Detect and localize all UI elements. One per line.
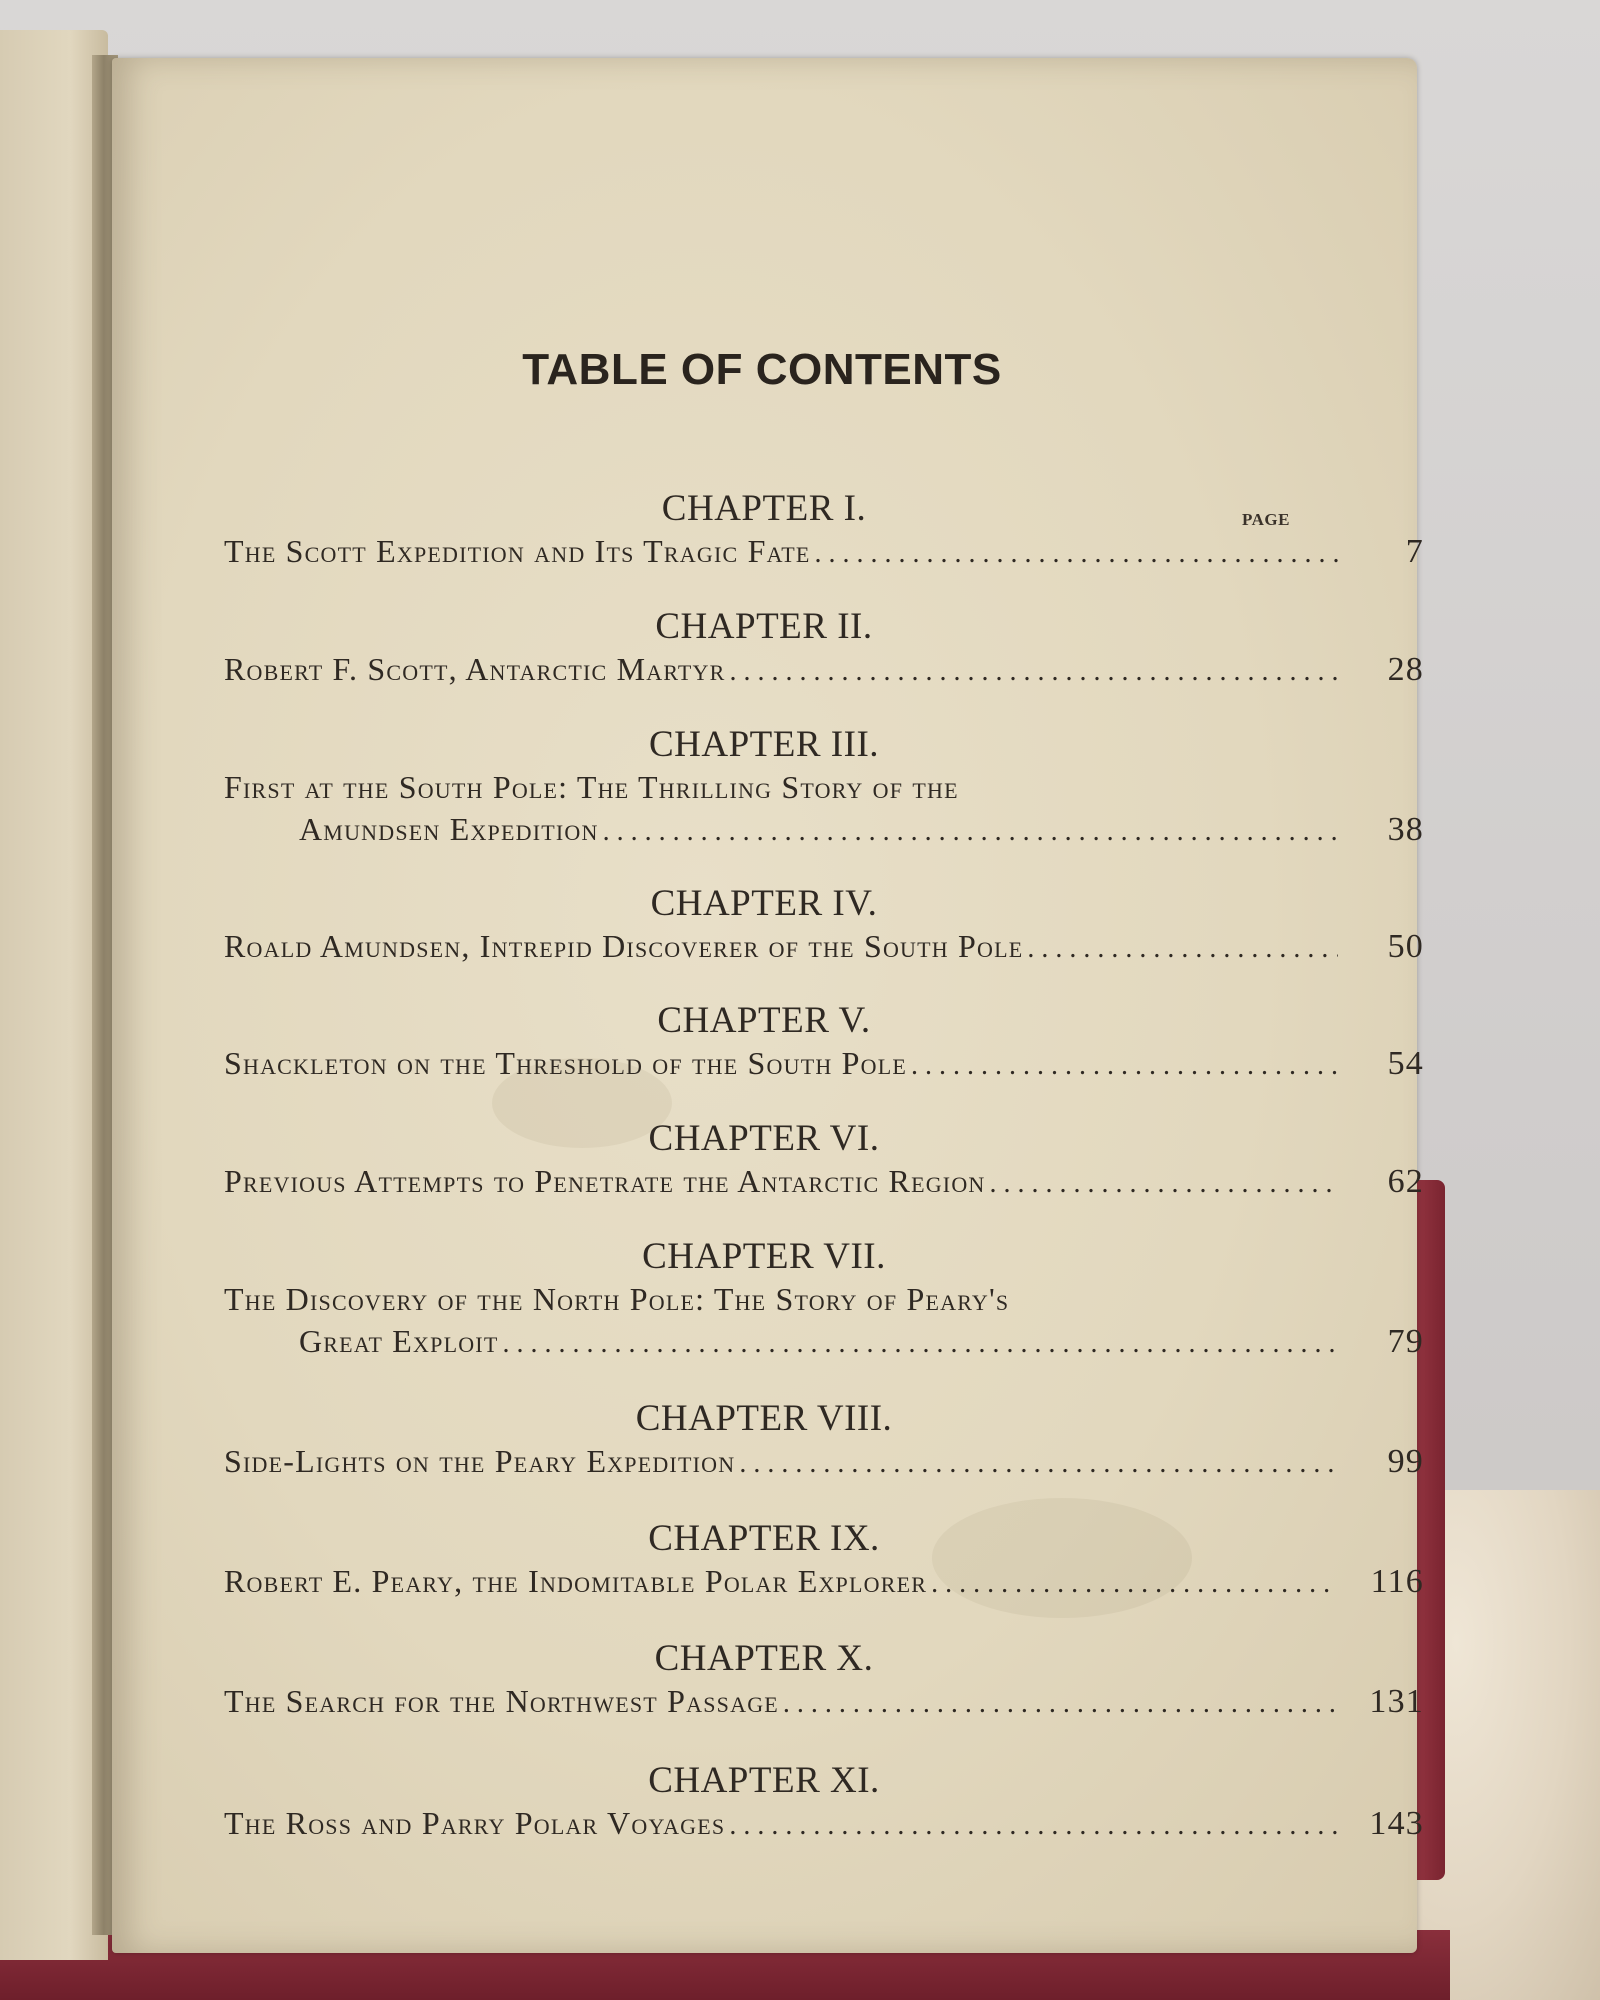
chapter-entry — [224, 724, 1424, 853]
chapter-entry — [224, 1638, 1424, 1725]
page-number: 116 — [1370, 1563, 1424, 1600]
page-title: TABLE OF CONTENTS — [522, 345, 1002, 394]
dot-leader — [931, 1563, 1338, 1605]
chapter-entry — [224, 1000, 1424, 1087]
page-number: 7 — [1405, 533, 1424, 570]
chapter-heading: CHAPTER I. — [661, 488, 867, 529]
chapter-heading: CHAPTER III. — [648, 724, 880, 765]
chapter-title: The Scott Expedition and Its Tragic Fate — [224, 533, 811, 569]
chapter-title-line — [224, 648, 1424, 693]
chapter-heading: CHAPTER II. — [655, 606, 873, 647]
chapter-title-line — [224, 808, 1424, 853]
dot-leader — [502, 1323, 1338, 1365]
chapter-entry — [224, 1760, 1424, 1847]
chapter-title-line — [224, 925, 1424, 970]
chapter-entry — [224, 883, 1424, 970]
chapter-entry — [224, 1118, 1424, 1205]
page-number: 54 — [1387, 1045, 1424, 1082]
chapter-heading: CHAPTER XI. — [648, 1760, 880, 1801]
chapter-title-line — [224, 1278, 1424, 1320]
chapter-title-line — [224, 1320, 1424, 1365]
dot-leader — [1027, 928, 1338, 970]
page-number: 62 — [1387, 1163, 1424, 1200]
chapter-title: Robert F. Scott, Antarctic Martyr — [224, 651, 726, 687]
chapter-title: Robert E. Peary, the Indomitable Polar Explorer — [224, 1563, 928, 1599]
chapter-entry — [224, 1518, 1424, 1605]
dot-leader — [603, 811, 1338, 853]
chapter-entry — [224, 488, 1424, 575]
chapter-title: Shackleton on the Threshold of the South Pole — [224, 1045, 908, 1081]
chapter-title-line — [224, 1440, 1424, 1485]
chapter-title: Great Exploit — [299, 1323, 499, 1359]
chapter-title-line — [224, 1560, 1424, 1605]
chapter-entry — [224, 1236, 1424, 1365]
dot-leader — [783, 1683, 1338, 1725]
dot-leader — [739, 1443, 1338, 1485]
chapter-title: Roald Amundsen, Intrepid Discoverer of the South Pole — [224, 928, 1024, 964]
page-number: 38 — [1387, 811, 1424, 848]
chapter-heading: CHAPTER V. — [657, 1000, 871, 1041]
chapter-title: Previous Attempts to Penetrate the Antarctic Region — [224, 1163, 986, 1199]
chapter-heading: CHAPTER IX. — [648, 1518, 880, 1559]
chapter-title: Side-Lights on the Peary Expedition — [224, 1443, 736, 1479]
dot-leader — [911, 1045, 1338, 1087]
chapter-title-line — [224, 1802, 1424, 1847]
chapter-title: The Discovery of the North Pole: The Story of Peary's — [224, 1281, 1010, 1317]
page-number: 99 — [1387, 1443, 1424, 1480]
chapter-heading: CHAPTER VI. — [648, 1118, 880, 1159]
chapter-heading: CHAPTER X. — [654, 1638, 874, 1679]
page-number: 50 — [1387, 928, 1424, 965]
chapter-title-line — [224, 1160, 1424, 1205]
chapter-title: Amundsen Expedition — [299, 811, 599, 847]
chapter-title-line — [224, 766, 1424, 808]
chapter-title: The Search for the Northwest Passage — [224, 1683, 779, 1719]
dot-leader — [729, 651, 1338, 693]
chapter-title-line — [224, 530, 1424, 575]
chapter-heading: CHAPTER VIII. — [635, 1398, 893, 1439]
dot-leader — [990, 1163, 1338, 1205]
chapter-title: The Ross and Parry Polar Voyages — [224, 1805, 726, 1841]
dot-leader — [815, 533, 1338, 575]
page-number: 79 — [1387, 1323, 1424, 1360]
book-page — [112, 58, 1424, 1953]
dot-leader — [729, 1805, 1338, 1847]
page-column-label: PAGE — [1242, 510, 1290, 529]
chapter-title-line — [224, 1042, 1424, 1087]
chapter-heading: CHAPTER IV. — [650, 883, 878, 924]
chapter-heading: CHAPTER VII. — [642, 1236, 886, 1277]
page-number: 131 — [1369, 1683, 1424, 1720]
page-number: 143 — [1369, 1805, 1424, 1842]
chapter-title-line — [224, 1680, 1424, 1725]
page-content — [112, 58, 1424, 1953]
chapter-title: First at the South Pole: The Thrilling Story of the — [224, 769, 959, 805]
page-number: 28 — [1387, 651, 1424, 688]
chapter-entry — [224, 1398, 1424, 1485]
chapter-entry — [224, 606, 1424, 693]
